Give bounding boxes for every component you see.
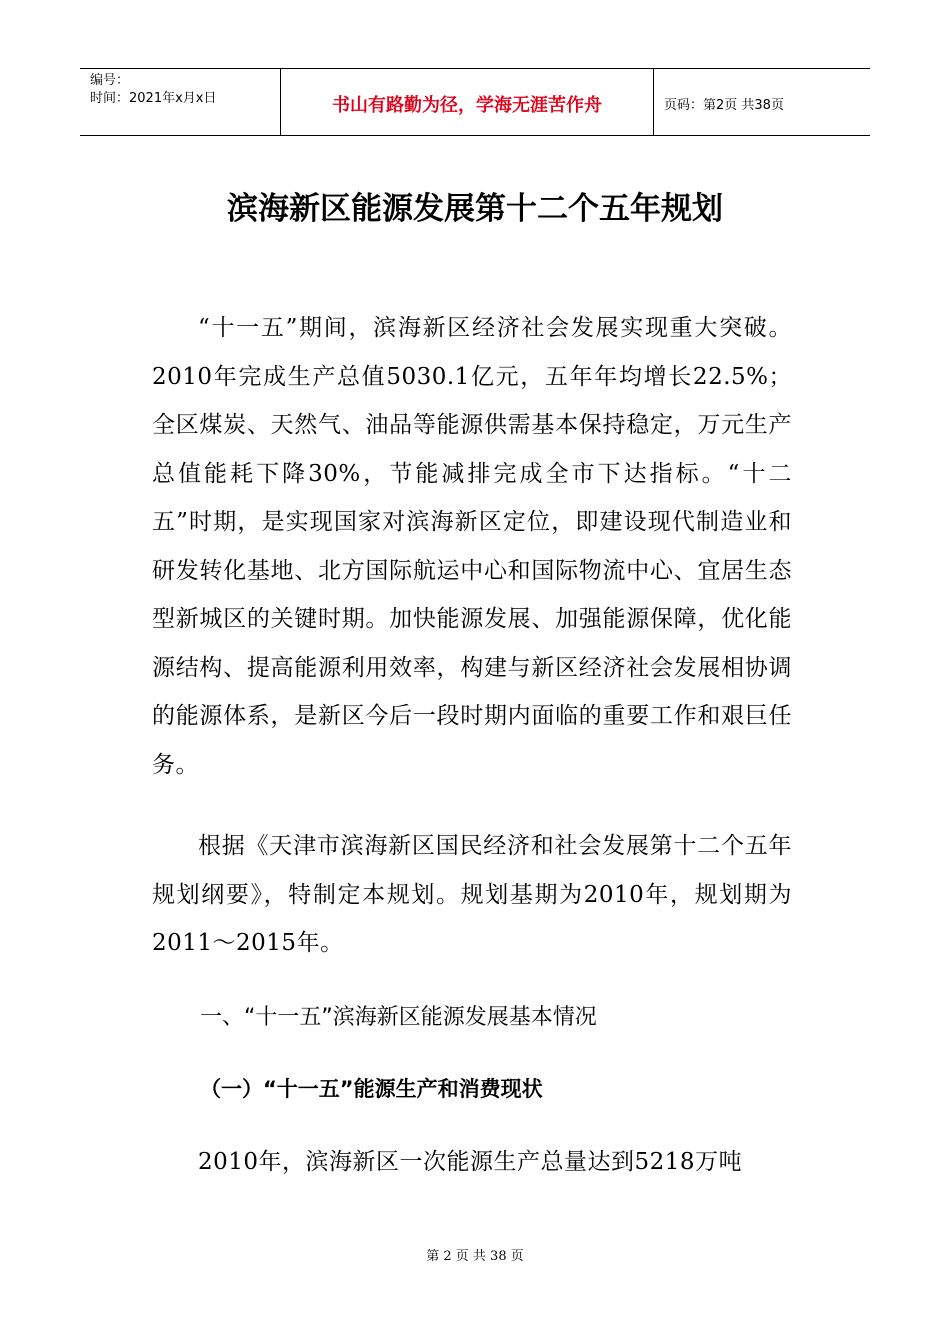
paragraph-production: 2010年，滨海新区一次能源生产总量达到5218万吨 <box>198 1149 743 1175</box>
section-heading: 一、“十一五”滨海新区能源发展基本情况 <box>200 1005 597 1030</box>
page-footer: 第 2 页 共 38 页 <box>426 1249 524 1264</box>
subsection-heading: （一）“十一五”能源生产和消费现状 <box>200 1077 543 1101</box>
paragraph-intro: “十一五”期间，滨海新区经济社会发展实现重大突破。2010年完成生产总值5030.1亿元，五年年均增长22.5%；全区煤炭、天然气、油品等能源供需基本保持稳定，万元生产总值能耗下降30%，节能减排完成全市下达指标。“十二五”时期，是实现国家对滨海新区定位，即建设现代制造业和研发转化基地、北方国际航运中心和国际物流中心、宜居生态型新城区的关键时期。加快能源发展、加强能源保障，优化能源结构、提高能源利用效率，构建与新区经济社会发展相协调的能源体系，是新区今后一段时期内面临的重要工作和艰巨任务。 <box>152 315 792 778</box>
document-title: 滨海新区能源发展第十二个五年规划 <box>227 191 723 227</box>
document-header <box>80 68 870 136</box>
header-meta <box>80 69 281 135</box>
paragraph-basis: 根据《天津市滨海新区国民经济和社会发展第十二个五年规划纲要》，特制定本规划。规划基期为2010年，规划期为2011～2015年。 <box>152 833 792 956</box>
header-page-info: 页码：第2页 共38页 <box>664 97 784 113</box>
document-time: 时间：2021年x月x日 <box>90 91 217 106</box>
header-motto: 书山有路勤为径，学海无涯苦作舟 <box>281 69 654 135</box>
document-number: 编号： <box>90 73 130 88</box>
